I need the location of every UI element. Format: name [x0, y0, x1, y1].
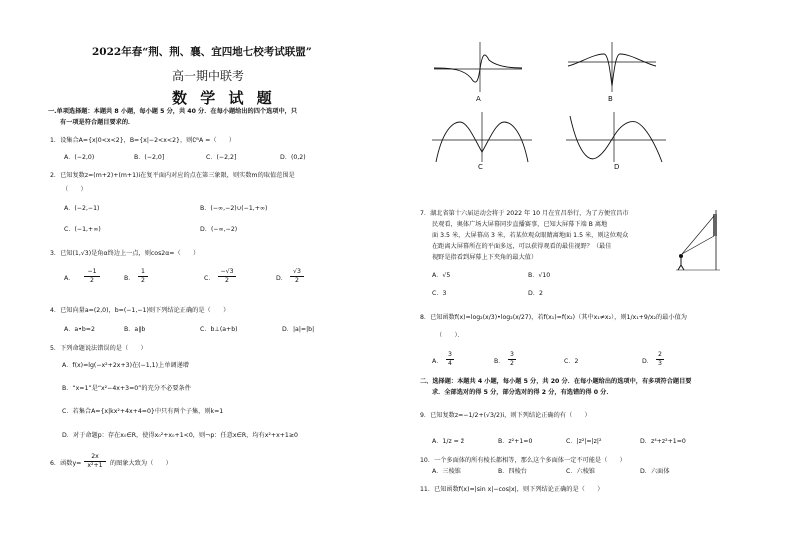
q7-screen-illustration: [676, 210, 724, 270]
q4-option-b: B．a∥b: [124, 326, 146, 333]
q7-option-a: A．√5: [432, 272, 451, 279]
q5-option-a: A．f(x)=lg(−x²+2x+3)在(−1,1)上单调递增: [62, 362, 189, 369]
q3-frac-c: −√3 2: [218, 268, 236, 285]
section2-heading-2: 求．全部选对的得 5 分，部分选对的得 2 分，有选错的得 0 分．: [432, 389, 613, 396]
q1-stem: 1．设集合A={x|0<x<2}，B={x|−2<x<2}，则∁ᴮA =（ ）: [50, 137, 236, 144]
q4-stem: 4．已知向量a=(2,0)，b=(−1,−1)则下列结论正确的是（ ）: [50, 307, 230, 314]
q4-option-a: A．a•b=2: [64, 326, 95, 333]
q9-option-c: C．|z²|=|z|²: [566, 438, 602, 445]
q10-option-b: B．四棱台: [498, 468, 527, 475]
q5-option-d: D．对于命题p：存在x₀∈R，使得x₀²+x₀+1<0，则¬p：任意x∈R，均有x²+x+1≥0: [62, 432, 298, 439]
q10-stem: 10．一个多面体的所有棱长都相等，那么这个多面体一定不可能是（ ）: [420, 457, 626, 464]
q6-stem-post: 的图象大致为（ ）: [110, 460, 172, 467]
q5-stem: 5．下列命题说法错误的是（ ）: [50, 345, 147, 352]
q8-option-a: A．: [432, 358, 443, 365]
exam-title: 2022年春“荆、荆、襄、宜四地七校考试联盟”: [92, 46, 312, 58]
q7-line-4: 在距离大屏幕所在的平面多远，可以获得观看的最佳视野？（最佳: [432, 243, 612, 250]
q9-option-a: A．1/z = z̄: [432, 438, 465, 445]
q8-frac-a: 3 4: [446, 351, 454, 368]
q8-stem-2: （ ）．: [436, 332, 464, 339]
q4-option-d: D．|a|=|b|: [282, 326, 315, 333]
q3-frac-d: √3 2: [290, 268, 304, 285]
q3-option-c: C．: [204, 275, 215, 282]
q6-fraction: 2x x²+1: [84, 453, 106, 470]
q2-stem-1: 2．已知复数z=(m+2)+(m+1)i在复平面内对应的点在第三象限，则实数m的取值范围是: [50, 172, 295, 179]
graph-b-label: B: [608, 95, 613, 103]
q7-line-1: 7．湖北省第十六届运动会将于 2022 年 10 月在宜昌举行，为了方便宜昌市: [420, 210, 629, 217]
q3-frac-b: 1 2: [138, 268, 148, 285]
q8-option-d: D．: [642, 358, 653, 365]
q3-option-a: A．: [64, 275, 75, 282]
graph-a-label: A: [476, 95, 481, 103]
q1-option-d: D．(0,2): [280, 154, 306, 161]
graph-c: [432, 112, 532, 162]
q9-option-b: B．z²+1=0: [498, 438, 533, 445]
graph-c-label: C: [478, 163, 483, 171]
exam-subtitle: 高一期中联考: [172, 69, 245, 83]
q2-option-d: D．(−∞,−2): [200, 226, 238, 233]
q1-option-a: A．(−2,0): [64, 154, 95, 161]
q8-stem: 8．已知函数f(x)=log₂(x/3)•log₂(x/27)，若f(x₁)=f(x₂)（其中x₁≠x₂），则1/x₁+9/x₂的最小值为: [420, 314, 687, 321]
q2-option-a: A．(−2,−1): [64, 205, 100, 212]
q11-stem: 11．已知函数f(x)=|sin x|−cos|x|，则下列结论正确的是（ ）: [420, 486, 604, 493]
q5-option-b: B．“x=1”是“x²−4x+3=0”的充分不必要条件: [62, 385, 191, 392]
q1-option-b: B．(−2,0]: [134, 154, 165, 161]
q8-frac-d: 2 3: [656, 351, 664, 368]
q7-line-3: 面 3.5 米，大屏幕高 3 米，若某位观众眼睛离地面 1.5 米，则这位观众: [432, 232, 629, 239]
q2-option-c: C．(−1,+∞): [64, 226, 101, 233]
section1-heading-2: 有一项是符合题目要求的．: [60, 119, 135, 126]
subject-title: 数 学 试 题: [172, 89, 276, 107]
q2-stem-2: （ ）: [62, 186, 87, 193]
section1-heading-1: 一.单项选择题：本题共 8 小题，每小题 5 分，共 40 分．在每小题给出的四个选项中，只: [48, 108, 298, 115]
q7-option-d: D．2: [528, 290, 543, 297]
q8-option-c: C．2: [564, 358, 579, 365]
q3-option-d: D．: [276, 275, 287, 282]
q9-stem: 9．已知复数z=−1/2+(√3/2)i，则下列结论正确的有（ ）: [420, 412, 591, 419]
q10-option-a: A．三棱锥: [432, 468, 461, 475]
q7-option-c: C．3: [432, 290, 447, 297]
graph-d: [566, 112, 666, 162]
graph-a: [434, 42, 524, 92]
q3-stem: 3．已知(1,√3)是角α终边上一点，则cos2α=（ ）: [50, 250, 200, 257]
q7-line-2: 民观看，奥体广场大屏幕同步直播赛事，已知大屏幕下端 B 离地: [432, 221, 608, 228]
q8-frac-b: 3 2: [508, 351, 516, 368]
q10-option-c: C．六棱锥: [566, 468, 596, 475]
q6-stem-pre: 6．函数y=: [50, 460, 82, 467]
q5-option-c: C．若集合A={x|kx²+4x+4=0}中只有两个子集，则k=1: [62, 408, 224, 415]
graph-b: [568, 42, 658, 92]
q8-option-b: B．: [494, 358, 505, 365]
q3-option-b: B．: [124, 275, 135, 282]
q7-line-5: 视野是指看到屏幕上下夹角的最大值）: [432, 254, 538, 261]
q9-option-d: D．z⁴+z²+1=0: [640, 438, 686, 445]
q2-option-b: B．(−∞,−2)∪(−1,+∞): [200, 205, 268, 212]
q1-option-c: C．(−2,2]: [206, 154, 237, 161]
q3-frac-a: −1 2: [84, 268, 100, 285]
section2-heading-1: 二、选择题：本题共 4 小题，每小题 5 分，共 20 分．在每小题给出的选项中，有多项符合题目要: [420, 378, 692, 385]
q7-option-b: B．√10: [528, 272, 551, 279]
q10-option-d: D．六面体: [640, 468, 670, 475]
q4-option-c: C．b⊥(a+b): [200, 326, 238, 333]
graph-d-label: D: [614, 163, 620, 171]
